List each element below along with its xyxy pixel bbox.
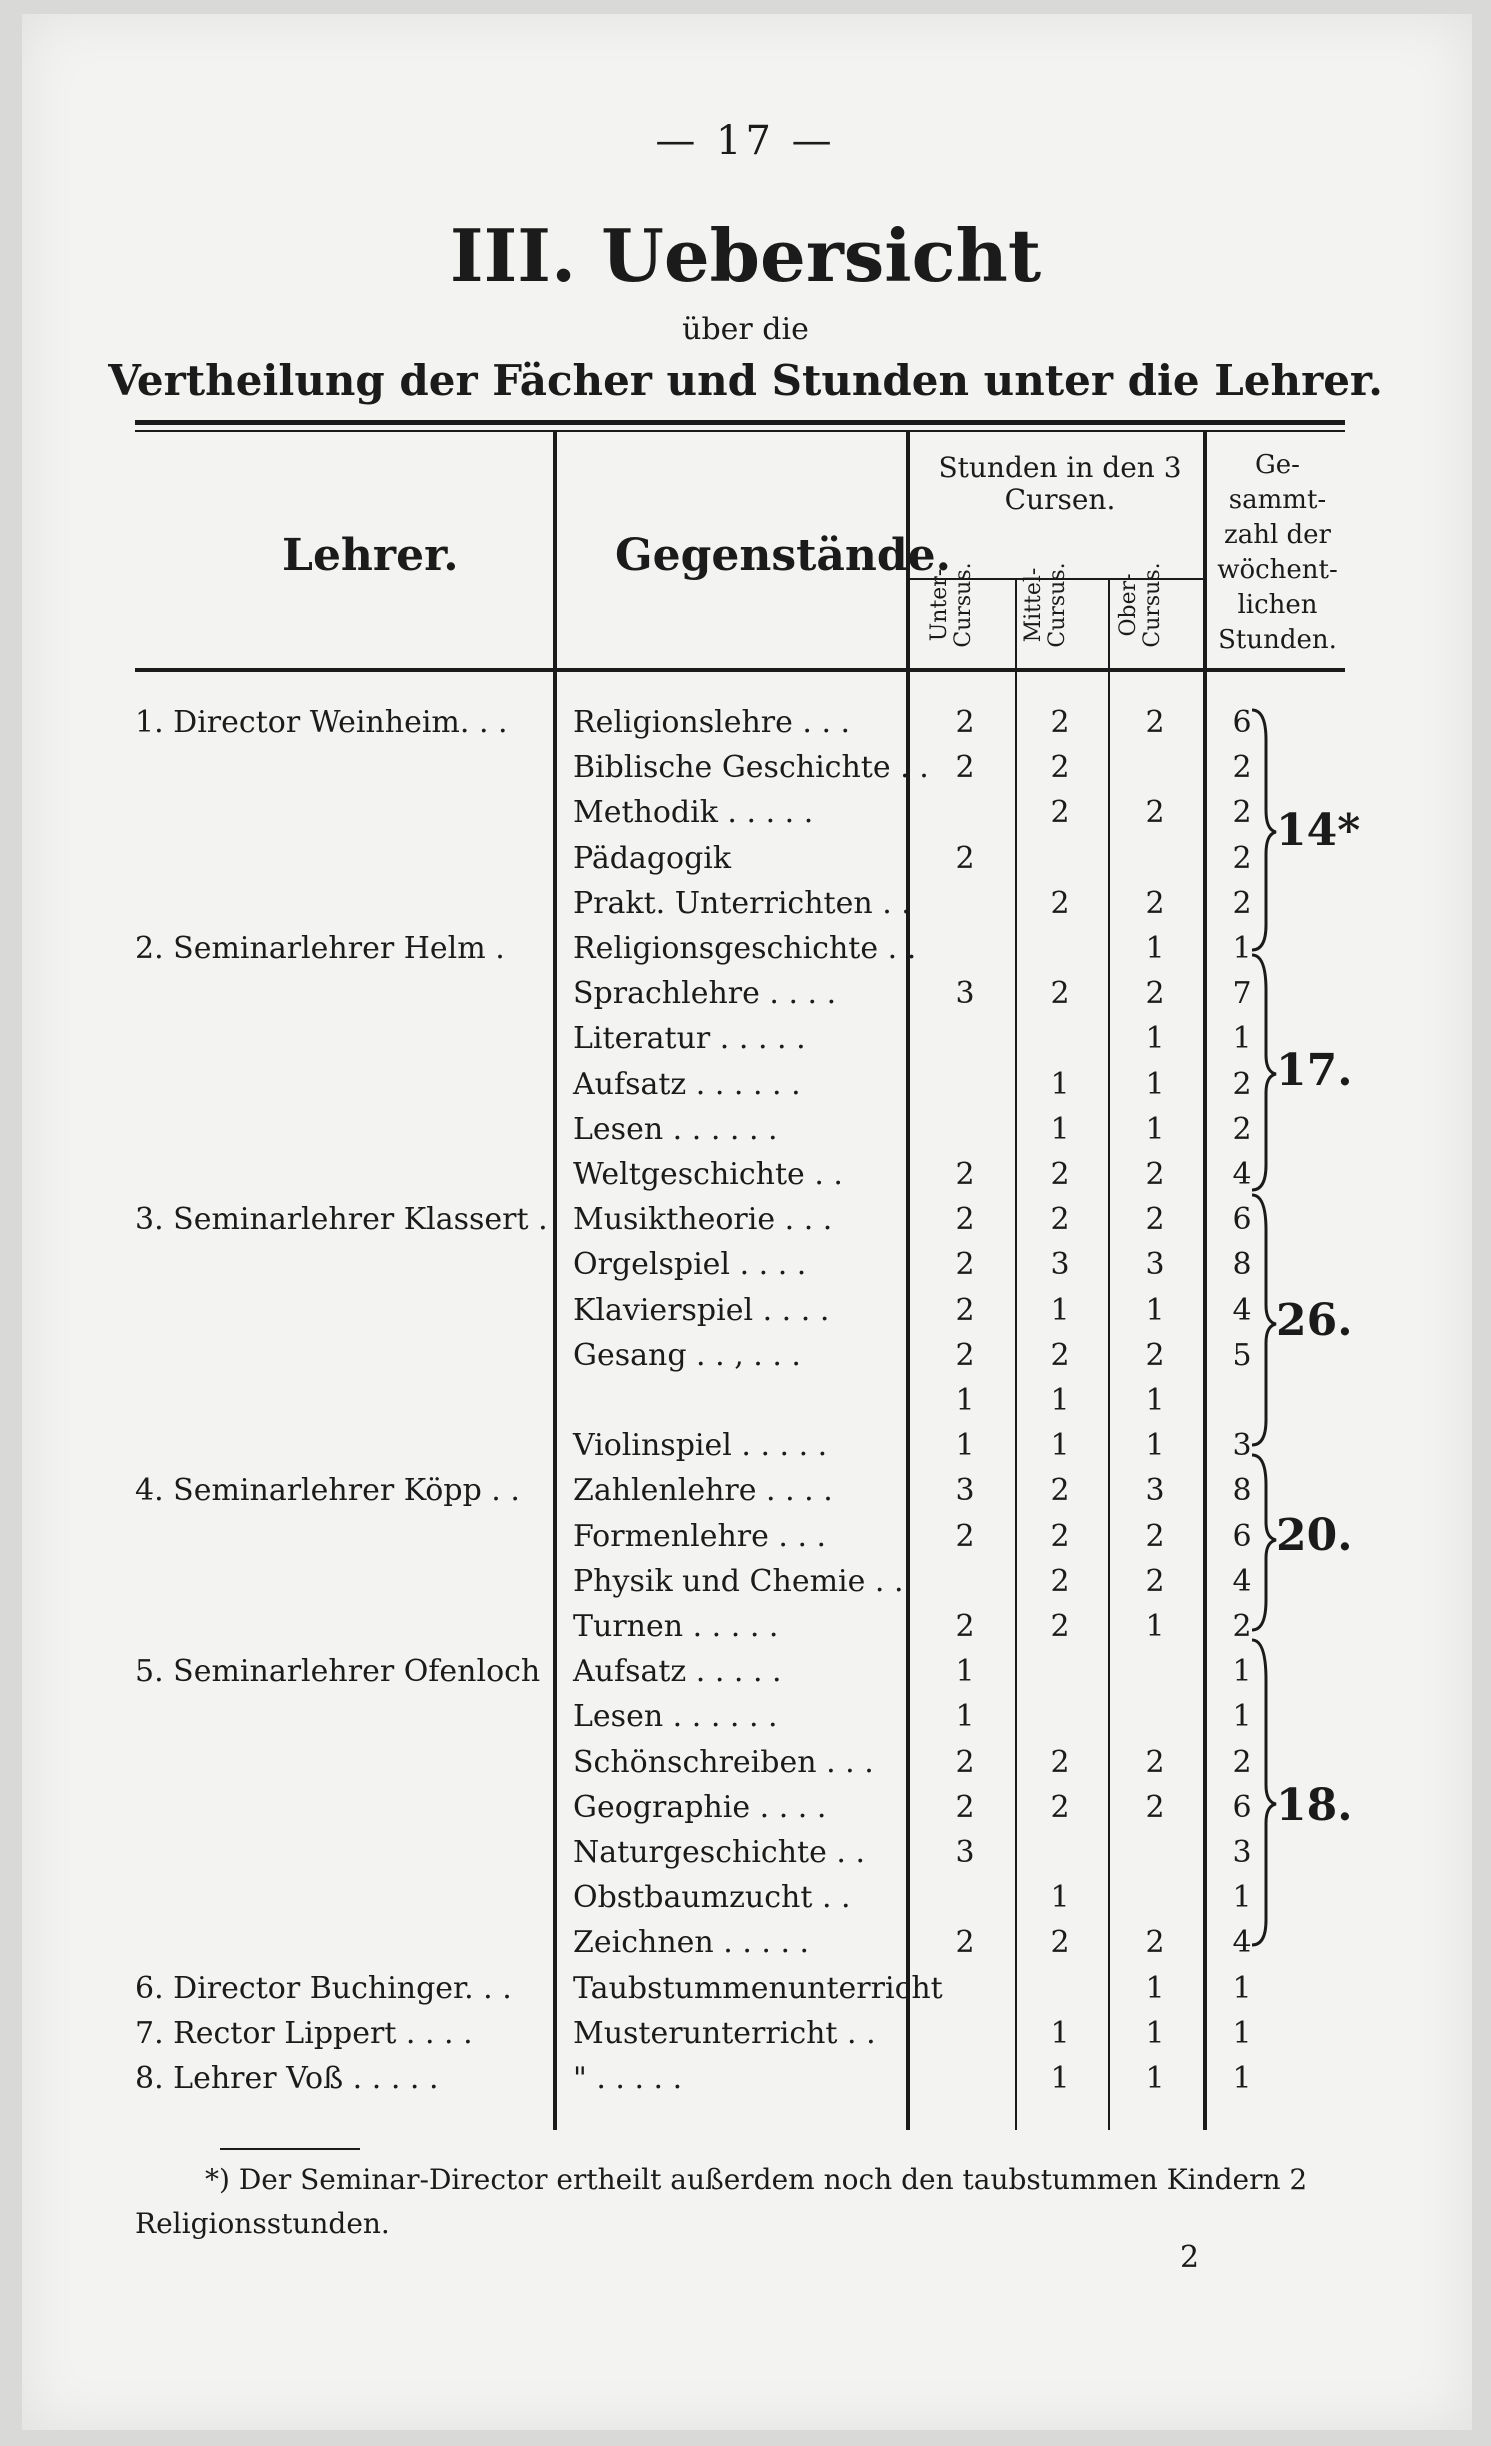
hours-middle: 3 bbox=[1050, 1247, 1070, 1283]
hours-lower: 1 bbox=[955, 1428, 975, 1464]
header-subject: Gegenstände. bbox=[615, 530, 951, 581]
hours-lower: 2 bbox=[955, 750, 975, 786]
teacher-name: 1. Director Weinheim. . . bbox=[135, 705, 508, 740]
hours-middle: 2 bbox=[1050, 1473, 1070, 1509]
group-braces bbox=[1250, 700, 1280, 1950]
subject-name: Schönschreiben . . . bbox=[573, 1744, 874, 1780]
footnote: *) Der Seminar-Director ertheilt außerdem noch den taubstummen Kindern 2 Religionsstunden. bbox=[135, 2163, 1308, 2240]
hours-upper: 2 bbox=[1145, 1157, 1165, 1192]
hours-total: 1 bbox=[1232, 931, 1252, 966]
header-total: Ge-sammt-zahl der wöchent-lichen Stunden. bbox=[1217, 450, 1338, 655]
top-rule-thick bbox=[135, 420, 1345, 425]
hours-total: 3 bbox=[1232, 1428, 1252, 1464]
hours-middle: 2 bbox=[1050, 1925, 1070, 1961]
hours-total: 2 bbox=[1232, 1609, 1252, 1644]
hours-middle: 2 bbox=[1050, 1563, 1070, 1599]
header-teacher: Lehrer. bbox=[282, 530, 459, 581]
hours-middle: 1 bbox=[1050, 2061, 1070, 2096]
hours-total: 2 bbox=[1232, 885, 1252, 921]
hours-total: 2 bbox=[1232, 795, 1252, 831]
subject-name: Sprachlehre . . . . bbox=[573, 976, 837, 1012]
hours-upper: 2 bbox=[1145, 795, 1165, 831]
hours-middle: 1 bbox=[1050, 1292, 1070, 1328]
subject-name: Gesang . . , . . . bbox=[573, 1337, 801, 1373]
signature-mark: 2 bbox=[1180, 2240, 1200, 2275]
hours-upper: 2 bbox=[1145, 1337, 1165, 1373]
subject-name: Lesen . . . . . . bbox=[573, 1699, 778, 1735]
subject-name: Aufsatz . . . . . . bbox=[573, 1066, 801, 1102]
hours-middle: 2 bbox=[1050, 1202, 1070, 1238]
subject-name: Zahlenlehre . . . . bbox=[573, 1473, 833, 1509]
hours-upper: 2 bbox=[1145, 1925, 1165, 1961]
header-hours-group: Stunden in den 3 Cursen. bbox=[938, 451, 1182, 516]
hours-middle: 1 bbox=[1050, 1066, 1070, 1102]
hours-lower: 2 bbox=[955, 705, 975, 740]
group-total-5: 18. bbox=[1276, 1780, 1353, 1831]
hours-lower: 2 bbox=[955, 1292, 975, 1328]
hours-upper: 1 bbox=[1145, 931, 1165, 966]
hours-middle: 2 bbox=[1050, 1744, 1070, 1780]
hours-lower: 2 bbox=[955, 1247, 975, 1283]
hours-total: 2 bbox=[1232, 750, 1252, 786]
hours-total: 6 bbox=[1232, 1789, 1252, 1825]
hours-lower: 2 bbox=[955, 1157, 975, 1192]
hours-total: 8 bbox=[1232, 1473, 1252, 1509]
page-number: — 17 — bbox=[655, 118, 836, 164]
subject-name: Klavierspiel . . . . bbox=[573, 1292, 830, 1328]
hours-upper: 2 bbox=[1145, 1518, 1165, 1554]
brace-group-4 bbox=[1252, 1455, 1276, 1630]
hours-lower: 1 bbox=[955, 1383, 975, 1418]
hours-total: 3 bbox=[1232, 1835, 1252, 1870]
hours-middle: 1 bbox=[1050, 1111, 1070, 1147]
hours-lower: 2 bbox=[955, 1518, 975, 1554]
subtitle-small: über die bbox=[682, 312, 809, 347]
hours-total: 4 bbox=[1232, 1925, 1252, 1961]
hours-middle: 2 bbox=[1050, 1157, 1070, 1192]
hours-upper: 1 bbox=[1145, 1111, 1165, 1147]
teacher-name: 3. Seminarlehrer Klassert . bbox=[135, 1202, 548, 1238]
subject-name: Lesen . . . . . . bbox=[573, 1111, 778, 1147]
hours-total: 4 bbox=[1232, 1292, 1252, 1328]
hours-upper: 2 bbox=[1145, 885, 1165, 921]
group-total-3: 26. bbox=[1276, 1295, 1353, 1346]
header-middle: Mittel-Cursus. bbox=[1021, 562, 1070, 648]
hours-upper: 2 bbox=[1145, 705, 1165, 740]
subject-name: Prakt. Unterrichten . . bbox=[573, 885, 911, 921]
brace-group-3 bbox=[1252, 1195, 1276, 1445]
subject-name: Taubstummenunterricht bbox=[573, 1970, 943, 2006]
hours-upper: 1 bbox=[1145, 1428, 1165, 1464]
hours-middle: 2 bbox=[1050, 1789, 1070, 1825]
subject-name: " . . . . . bbox=[573, 2061, 683, 2096]
subject-name: Pädagogik bbox=[573, 840, 732, 876]
subject-name: Weltgeschichte . . bbox=[573, 1157, 843, 1192]
teacher-name: 4. Seminarlehrer Köpp . . bbox=[135, 1473, 520, 1509]
hours-upper: 1 bbox=[1145, 2061, 1165, 2096]
hours-upper: 2 bbox=[1145, 976, 1165, 1012]
header-bottom-rule bbox=[135, 668, 1345, 672]
hours-middle: 2 bbox=[1050, 1337, 1070, 1373]
subject-name: Aufsatz . . . . . bbox=[573, 1654, 782, 1690]
hours-lower: 2 bbox=[955, 1789, 975, 1825]
hours-upper: 1 bbox=[1145, 1970, 1165, 2006]
subject-name: Musterunterricht . . bbox=[573, 2015, 876, 2051]
hours-total: 1 bbox=[1232, 2015, 1252, 2051]
hours-upper: 1 bbox=[1145, 1609, 1165, 1644]
teacher-name: 8. Lehrer Voß . . . . . bbox=[135, 2061, 439, 2096]
hours-upper: 1 bbox=[1145, 1021, 1165, 1057]
hours-total: 1 bbox=[1232, 1654, 1252, 1690]
hours-total: 1 bbox=[1232, 1699, 1252, 1735]
hours-total: 5 bbox=[1232, 1337, 1252, 1373]
hours-lower: 1 bbox=[955, 1699, 975, 1735]
table-row bbox=[0, 1971, 1491, 2011]
hours-upper: 2 bbox=[1145, 1563, 1165, 1599]
hours-lower: 2 bbox=[955, 1925, 975, 1961]
subject-name: Religionsgeschichte . . bbox=[573, 931, 917, 966]
subject-name: Violinspiel . . . . . bbox=[573, 1428, 828, 1464]
hours-lower: 3 bbox=[955, 1835, 975, 1870]
hours-upper: 1 bbox=[1145, 2015, 1165, 2051]
subject-name: Formenlehre . . . bbox=[573, 1518, 827, 1554]
hours-upper: 2 bbox=[1145, 1744, 1165, 1780]
page-title: III. Uebersicht bbox=[449, 213, 1042, 298]
hours-total: 6 bbox=[1232, 1518, 1252, 1554]
hours-middle: 2 bbox=[1050, 750, 1070, 786]
teacher-name: 5. Seminarlehrer Ofenloch bbox=[135, 1654, 541, 1690]
hours-middle: 2 bbox=[1050, 885, 1070, 921]
hours-middle: 1 bbox=[1050, 1428, 1070, 1464]
hours-upper: 1 bbox=[1145, 1292, 1165, 1328]
teacher-name: 2. Seminarlehrer Helm . bbox=[135, 931, 505, 966]
hours-lower: 2 bbox=[955, 840, 975, 876]
brace-group-5 bbox=[1252, 1640, 1276, 1945]
hours-total: 4 bbox=[1232, 1157, 1252, 1192]
hours-middle: 1 bbox=[1050, 1383, 1070, 1418]
hours-total: 1 bbox=[1232, 1021, 1252, 1057]
hours-upper: 1 bbox=[1145, 1066, 1165, 1102]
hours-total: 2 bbox=[1232, 1744, 1252, 1780]
hours-upper: 3 bbox=[1145, 1247, 1165, 1283]
hours-lower: 2 bbox=[955, 1744, 975, 1780]
hours-total: 1 bbox=[1232, 1880, 1252, 1916]
header-lower: Unter-Cursus. bbox=[927, 562, 976, 648]
hours-lower: 2 bbox=[955, 1202, 975, 1238]
table-row bbox=[0, 2061, 1491, 2101]
subject-name: Zeichnen . . . . . bbox=[573, 1925, 810, 1961]
table-row bbox=[0, 2016, 1491, 2056]
subject-name: Orgelspiel . . . . bbox=[573, 1247, 807, 1283]
subject-name: Biblische Geschichte . . bbox=[573, 750, 929, 786]
hours-middle: 2 bbox=[1050, 795, 1070, 831]
hours-total: 2 bbox=[1232, 1066, 1252, 1102]
hours-total: 2 bbox=[1232, 1111, 1252, 1147]
hours-upper: 2 bbox=[1145, 1202, 1165, 1238]
footnote-rule bbox=[220, 2148, 360, 2150]
hours-middle: 2 bbox=[1050, 1518, 1070, 1554]
subject-name: Literatur . . . . . bbox=[573, 1021, 806, 1057]
subtitle-large: Vertheilung der Fächer und Stunden unter die Lehrer. bbox=[108, 356, 1383, 405]
group-total-1: 14* bbox=[1276, 805, 1361, 856]
hours-total: 4 bbox=[1232, 1563, 1252, 1599]
group-total-4: 20. bbox=[1276, 1510, 1353, 1561]
subject-name: Religionslehre . . . bbox=[573, 705, 851, 740]
group-total-2: 17. bbox=[1276, 1045, 1353, 1096]
brace-group-1 bbox=[1252, 710, 1276, 950]
hours-total: 1 bbox=[1232, 1970, 1252, 2006]
hours-total: 6 bbox=[1232, 1202, 1252, 1238]
hours-middle: 2 bbox=[1050, 1609, 1070, 1644]
hours-middle: 1 bbox=[1050, 1880, 1070, 1916]
subject-name: Geographie . . . . bbox=[573, 1789, 827, 1825]
hours-lower: 3 bbox=[955, 976, 975, 1012]
subject-name: Methodik . . . . . bbox=[573, 795, 814, 831]
hours-total: 8 bbox=[1232, 1247, 1252, 1283]
hours-upper: 3 bbox=[1145, 1473, 1165, 1509]
teacher-name: 6. Director Buchinger. . . bbox=[135, 1970, 512, 2006]
header-upper: Ober-Cursus. bbox=[1116, 562, 1165, 648]
subject-name: Turnen . . . . . bbox=[573, 1609, 779, 1644]
brace-group-2 bbox=[1252, 955, 1276, 1190]
hours-upper: 1 bbox=[1145, 1383, 1165, 1418]
hours-lower: 3 bbox=[955, 1473, 975, 1509]
hours-upper: 2 bbox=[1145, 1789, 1165, 1825]
top-rule-thin bbox=[135, 430, 1345, 432]
hours-lower: 2 bbox=[955, 1609, 975, 1644]
hours-total: 7 bbox=[1232, 976, 1252, 1012]
subject-name: Physik und Chemie . . bbox=[573, 1563, 904, 1599]
hours-lower: 2 bbox=[955, 1337, 975, 1373]
hours-middle: 2 bbox=[1050, 976, 1070, 1012]
hours-lower: 1 bbox=[955, 1654, 975, 1690]
hours-total: 1 bbox=[1232, 2061, 1252, 2096]
hours-middle: 1 bbox=[1050, 2015, 1070, 2051]
hours-total: 2 bbox=[1232, 840, 1252, 876]
subject-name: Naturgeschichte . . bbox=[573, 1835, 866, 1870]
teacher-name: 7. Rector Lippert . . . . bbox=[135, 2015, 473, 2051]
subject-name: Musiktheorie . . . bbox=[573, 1202, 833, 1238]
hours-middle: 2 bbox=[1050, 705, 1070, 740]
hours-total: 6 bbox=[1232, 705, 1252, 740]
subject-name: Obstbaumzucht . . bbox=[573, 1880, 851, 1916]
